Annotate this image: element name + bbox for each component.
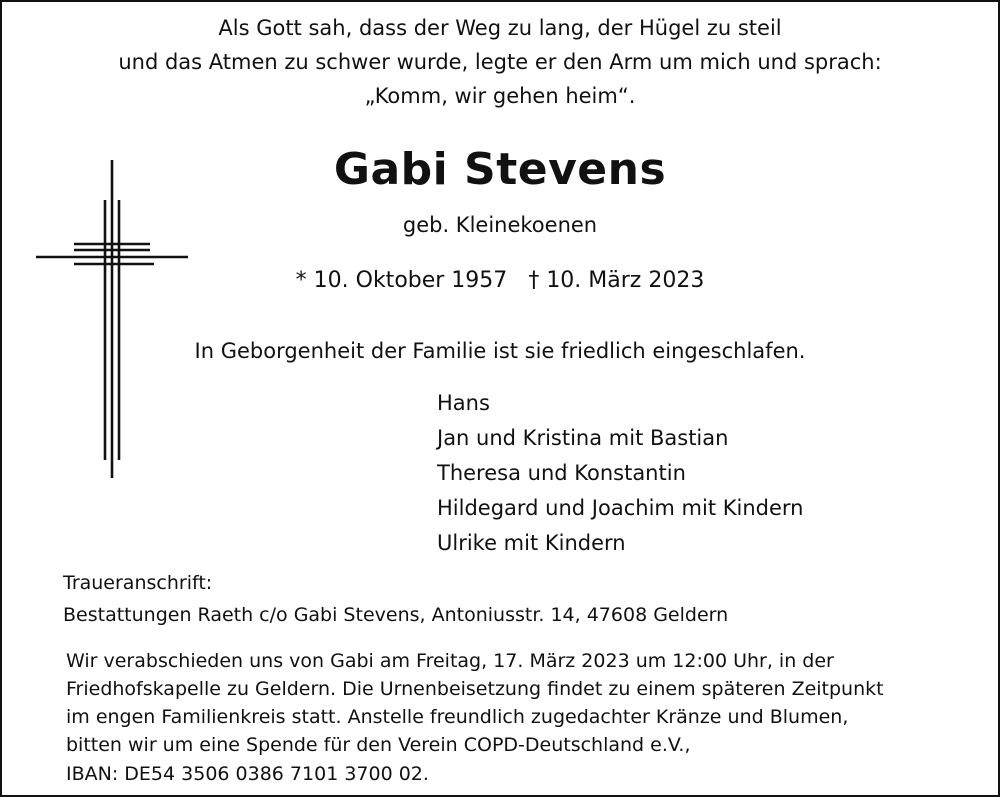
info-line: Wir verabschieden uns von Gabi am Freitag, 17. März 2023 um 12:00 Uhr, in der: [66, 650, 834, 672]
info-line: bitten wir um eine Spende für den Verein COPD-Deutschland e.V.,: [66, 734, 691, 756]
info-line: im engen Familienkreis statt. Anstelle freundlich zugedachter Kränze und Blumen,: [66, 706, 849, 728]
mourner-item: Theresa und Konstantin: [437, 461, 686, 485]
verse-line-2: und das Atmen zu schwer wurde, legte er den Arm um mich und sprach:: [118, 50, 882, 74]
address-text: Bestattungen Raeth c/o Gabi Stevens, Antoniusstr. 14, 47608 Geldern: [63, 604, 729, 626]
deceased-name: Gabi Stevens: [333, 144, 667, 195]
mourner-item: Jan und Kristina mit Bastian: [437, 426, 729, 450]
life-dates: [0, 268, 1000, 293]
info-line: IBAN: DE54 3506 0386 7101 3700 02.: [66, 763, 429, 785]
mourner-item: Hans: [437, 391, 490, 415]
statement: In Geborgenheit der Familie ist sie friedlich eingeschlafen.: [194, 339, 806, 363]
death-date: 10. März 2023: [546, 268, 705, 293]
death-cross-icon: †: [528, 268, 540, 293]
verse-line-3: „Komm, wir gehen heim“.: [364, 84, 636, 108]
birth-date: * 10. Oktober 1957: [295, 268, 508, 293]
mourner-item: Hildegard und Joachim mit Kindern: [437, 496, 804, 520]
verse-line-1: Als Gott sah, dass der Weg zu lang, der Hügel zu steil: [218, 16, 782, 40]
cross-icon: [36, 160, 192, 480]
mourner-item: Ulrike mit Kindern: [437, 531, 626, 555]
info-line: Friedhofskapelle zu Geldern. Die Urnenbeisetzung findet zu einem späteren Zeitpunkt: [66, 678, 884, 700]
birth-name: geb. Kleinekoenen: [402, 213, 598, 237]
address-label: Traueranschrift:: [63, 572, 213, 594]
